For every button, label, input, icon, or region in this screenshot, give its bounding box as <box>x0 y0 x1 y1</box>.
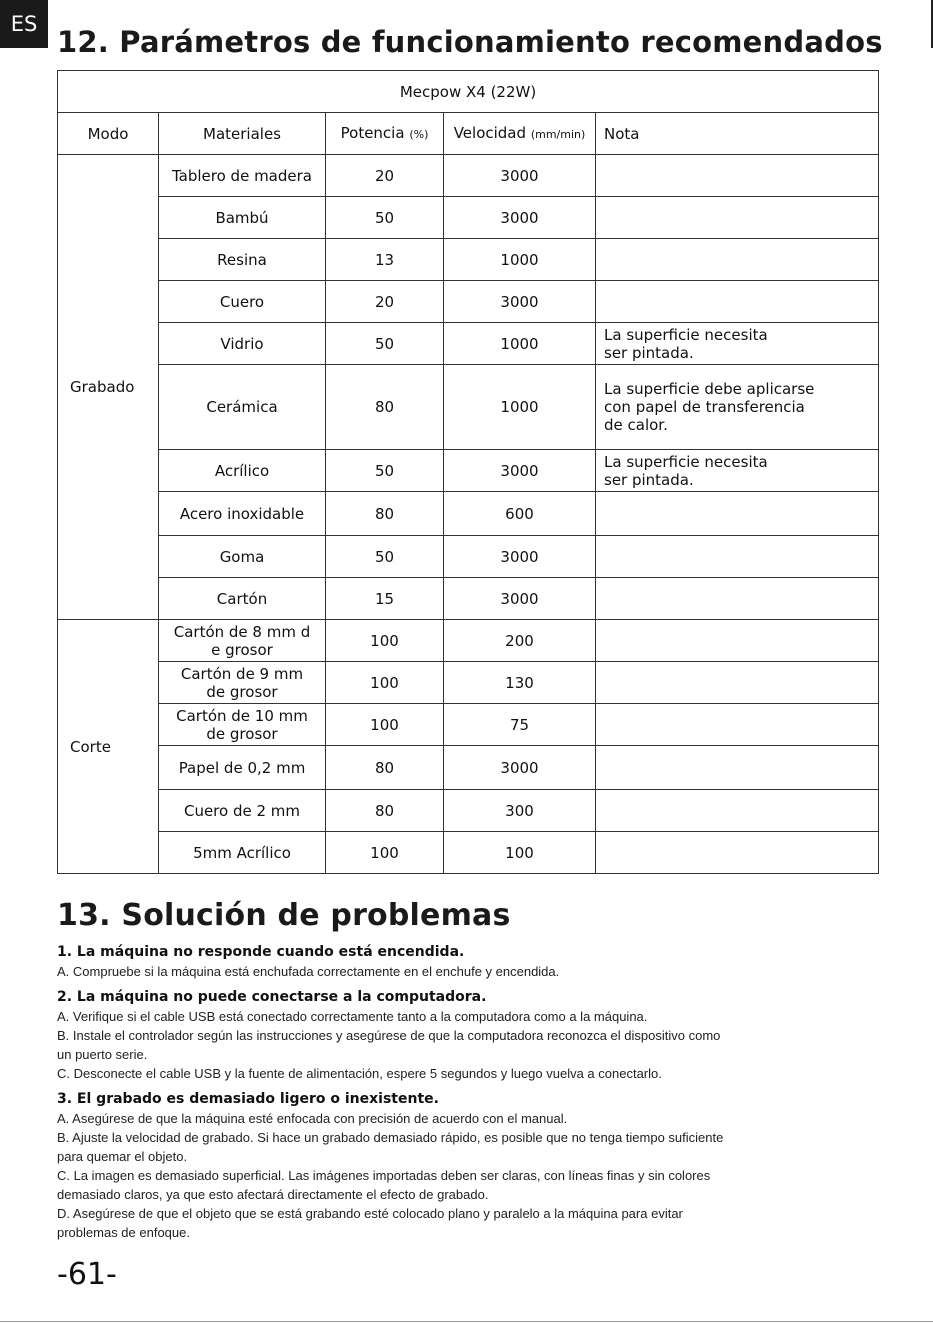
table-row <box>58 155 879 197</box>
trouble-question: 3. El grabado es demasiado ligero o inexistente. <box>57 1091 439 1107</box>
power-cell: 15 <box>326 578 444 620</box>
power-cell: 100 <box>326 662 444 704</box>
trouble-question: 1. La máquina no responde cuando está encendida. <box>57 944 465 960</box>
power-cell: 100 <box>326 832 444 874</box>
trouble-answer: demasiado claros, ya que esto afectará directamente el efecto de grabado. <box>57 1187 489 1202</box>
power-cell: 50 <box>326 197 444 239</box>
power-cell: 50 <box>326 323 444 365</box>
trouble-item <box>57 943 857 981</box>
note-cell <box>596 155 879 197</box>
trouble-answer: C. Desconecte el cable USB y la fuente de alimentación, espere 5 segundos y luego vuelva a conectarlo. <box>57 1066 662 1081</box>
table-header-row <box>58 113 879 155</box>
language-tab: ES <box>0 0 48 48</box>
trouble-answer: D. Asegúrese de que el objeto que se está grabando esté colocado plano y paralelo a la máquina para evitar <box>57 1206 683 1221</box>
table-row <box>58 323 879 365</box>
note-cell: La superficie debe aplicarse con papel de transferencia de calor. <box>596 365 879 450</box>
material-cell: Papel de 0,2 mm <box>159 746 326 790</box>
table-row <box>58 365 879 450</box>
bottom-divider <box>0 1321 933 1322</box>
trouble-answer: A. Verifique si el cable USB está conectado correctamente tanto a la computadora como a la máquina. <box>57 1009 648 1024</box>
note-cell <box>596 790 879 832</box>
header-potencia: Potencia (%) <box>326 113 444 155</box>
header-materiales: Materiales <box>159 113 326 155</box>
trouble-answer: A. Asegúrese de que la máquina esté enfocada con precisión de acuerdo con el manual. <box>57 1111 568 1126</box>
table-row <box>58 450 879 492</box>
material-cell: Cartón de 8 mm d e grosor <box>159 620 326 662</box>
speed-cell: 3000 <box>444 536 596 578</box>
material-cell: Cerámica <box>159 365 326 450</box>
speed-cell: 130 <box>444 662 596 704</box>
mode-corte: Corte <box>58 620 159 874</box>
material-cell: 5mm Acrílico <box>159 832 326 874</box>
trouble-answer: problemas de enfoque. <box>57 1225 190 1240</box>
header-velocidad: Velocidad (mm/min) <box>444 113 596 155</box>
power-cell: 13 <box>326 239 444 281</box>
note-cell <box>596 832 879 874</box>
speed-cell: 3000 <box>444 197 596 239</box>
speed-cell: 3000 <box>444 155 596 197</box>
power-cell: 80 <box>326 790 444 832</box>
trouble-answer: A. Compruebe si la máquina está enchufada correctamente en el enchufe y encendida. <box>57 964 560 979</box>
speed-cell: 300 <box>444 790 596 832</box>
table-row <box>58 578 879 620</box>
table-row <box>58 492 879 536</box>
speed-cell: 75 <box>444 704 596 746</box>
table-row <box>58 832 879 874</box>
speed-cell: 3000 <box>444 450 596 492</box>
power-cell: 80 <box>326 746 444 790</box>
table-row <box>58 239 879 281</box>
power-cell: 100 <box>326 704 444 746</box>
speed-cell: 100 <box>444 832 596 874</box>
power-cell: 20 <box>326 281 444 323</box>
material-cell: Bambú <box>159 197 326 239</box>
header-nota: Nota <box>596 113 879 155</box>
page-number: -61- <box>57 1257 117 1292</box>
speed-cell: 3000 <box>444 578 596 620</box>
note-cell: La superficie necesita ser pintada. <box>596 323 879 365</box>
material-cell: Vidrio <box>159 323 326 365</box>
speed-cell: 1000 <box>444 323 596 365</box>
section-12-title: 12. Parámetros de funcionamiento recomendados <box>57 25 883 59</box>
trouble-answer: C. La imagen es demasiado superficial. Las imágenes importadas deben ser claras, con líneas finas y sin colores <box>57 1168 711 1183</box>
note-cell <box>596 662 879 704</box>
trouble-item <box>57 1090 857 1242</box>
note-cell <box>596 536 879 578</box>
mode-grabado: Grabado <box>58 155 159 620</box>
trouble-answer: para quemar el objeto. <box>57 1149 188 1164</box>
trouble-answer: B. Ajuste la velocidad de grabado. Si hace un grabado demasiado rápido, es posible que no tenga tiempo suficiente <box>57 1130 724 1145</box>
trouble-question: 2. La máquina no puede conectarse a la computadora. <box>57 989 487 1005</box>
material-cell: Cartón de 9 mm de grosor <box>159 662 326 704</box>
table-row <box>58 536 879 578</box>
model-cell: Mecpow X4 (22W) <box>58 71 879 113</box>
material-cell: Cartón <box>159 578 326 620</box>
table-model-row <box>58 71 879 113</box>
header-modo: Modo <box>58 113 159 155</box>
material-cell: Goma <box>159 536 326 578</box>
troubleshooting-list <box>57 943 857 1249</box>
material-cell: Resina <box>159 239 326 281</box>
power-cell: 80 <box>326 365 444 450</box>
note-cell <box>596 197 879 239</box>
table-row <box>58 746 879 790</box>
speed-cell: 1000 <box>444 365 596 450</box>
speed-cell: 3000 <box>444 746 596 790</box>
material-cell: Tablero de madera <box>159 155 326 197</box>
power-cell: 80 <box>326 492 444 536</box>
material-cell: Cuero <box>159 281 326 323</box>
note-cell <box>596 578 879 620</box>
trouble-item <box>57 988 857 1083</box>
parameters-table <box>57 70 879 874</box>
material-cell: Cartón de 10 mm de grosor <box>159 704 326 746</box>
note-cell <box>596 239 879 281</box>
note-cell <box>596 492 879 536</box>
note-cell <box>596 281 879 323</box>
material-cell: Cuero de 2 mm <box>159 790 326 832</box>
note-cell <box>596 746 879 790</box>
material-cell: Acrílico <box>159 450 326 492</box>
note-cell <box>596 620 879 662</box>
note-cell <box>596 704 879 746</box>
table-row <box>58 704 879 746</box>
material-cell: Acero inoxidable <box>159 492 326 536</box>
table-row <box>58 281 879 323</box>
power-cell: 20 <box>326 155 444 197</box>
power-cell: 50 <box>326 536 444 578</box>
note-cell: La superficie necesita ser pintada. <box>596 450 879 492</box>
trouble-answer: B. Instale el controlador según las instrucciones y asegúrese de que la computadora reconozca el dispositivo como <box>57 1028 721 1043</box>
power-cell: 50 <box>326 450 444 492</box>
section-13-title: 13. Solución de problemas <box>57 898 511 933</box>
table-row <box>58 620 879 662</box>
table-row <box>58 662 879 704</box>
speed-cell: 200 <box>444 620 596 662</box>
trouble-answer: un puerto serie. <box>57 1047 148 1062</box>
table-row <box>58 790 879 832</box>
speed-cell: 3000 <box>444 281 596 323</box>
speed-cell: 600 <box>444 492 596 536</box>
speed-cell: 1000 <box>444 239 596 281</box>
table-row <box>58 197 879 239</box>
power-cell: 100 <box>326 620 444 662</box>
